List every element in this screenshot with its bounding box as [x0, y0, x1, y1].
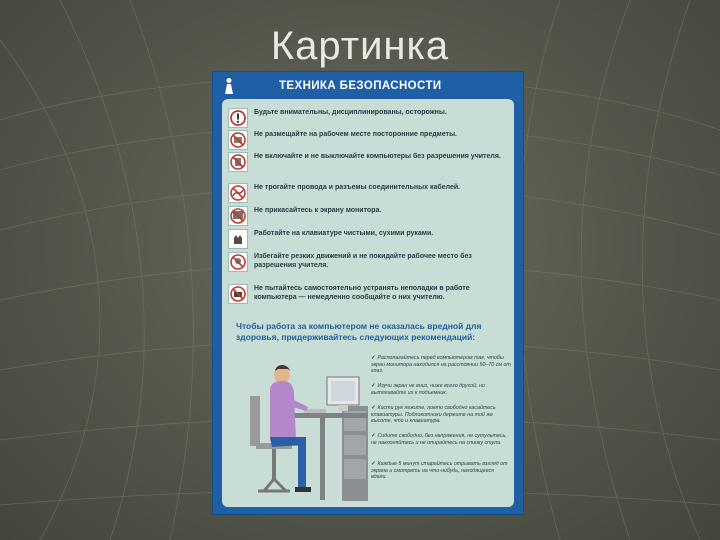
check-icon: ✓ [371, 383, 376, 389]
check-icon: ✓ [371, 461, 376, 467]
no-touch-screen-icon [228, 206, 248, 226]
recommendation-text: Каждые 5 минут старайтесь отрывать взгляд от экрана и смотреть на что-нибудь, находящееся вдали. [371, 461, 508, 481]
recommendation-text: Кисти рук лежите, локти свободно касайтесь клавиатуры. Подлокотники держите на той же высоте, что и клавиатура. [371, 405, 496, 425]
recommendation-item [371, 461, 511, 481]
recommendation-item [371, 405, 511, 425]
check-icon: ✓ [371, 433, 376, 439]
recommendation-text: Располагайтесь перед компьютером так, чтобы экран монитора находился на расстоянии 50–70 см от глаз. [371, 355, 511, 375]
poster-header [213, 72, 523, 100]
recommendation-item [371, 433, 511, 446]
recommendation-text: Сидите свободно, без напряжения, не сутультесь, не наклоняйтесь и не опирайтесь на спинку стула. [371, 433, 507, 446]
exclamation-icon [228, 108, 248, 128]
slide-title: Картинка [270, 24, 450, 68]
rule-text: Работайте на клавиатуре чистыми, сухими руками. [254, 230, 434, 237]
no-switch-icon [228, 152, 248, 172]
check-icon: ✓ [371, 355, 376, 361]
rule-text: Не включайте и не выключайте компьютеры без разрешения учителя. [254, 153, 501, 160]
no-sudden-moves-icon [228, 252, 248, 272]
no-wires-icon [228, 183, 248, 203]
rule-text: Избегайте резких движений и не покидайте рабочее место без разрешения учителя. [254, 253, 472, 269]
no-repair-icon [228, 284, 248, 304]
clean-hands-icon [228, 229, 248, 249]
recommendation-text: Изучи экран не вниз, ниже всего другой, но вытягивайте их к подъемник. [371, 383, 485, 396]
rule-text: Не пытайтесь самостоятельно устранять неполадки в работе компьютера — немедленно сообщайте о них учителю. [254, 285, 470, 301]
rule-text: Не прикасайтесь к экрану монитора. [254, 207, 382, 214]
poster-title: ТЕХНИКА БЕЗОПАСНОСТИ [279, 80, 442, 92]
no-objects-icon [228, 130, 248, 150]
person-logo-icon [221, 77, 237, 95]
check-icon: ✓ [371, 405, 376, 411]
rule-text: Не трогайте провода и разъемы соединительных кабелей. [254, 184, 461, 191]
workstation-illustration [242, 351, 372, 507]
rule-text: Не размещайте на рабочем месте посторонние предметы. [254, 131, 457, 138]
recommendation-item [371, 383, 511, 396]
safety-poster [213, 72, 523, 514]
recommendation-item [371, 355, 511, 375]
rule-text: Будьте внимательны, дисциплинированы, осторожны. [254, 109, 447, 116]
poster-panel [222, 99, 514, 507]
recommendations-heading: Чтобы работа за компьютером не оказалась вредной для здоровья, придерживайтесь следующих рекомендаций: [236, 321, 482, 342]
